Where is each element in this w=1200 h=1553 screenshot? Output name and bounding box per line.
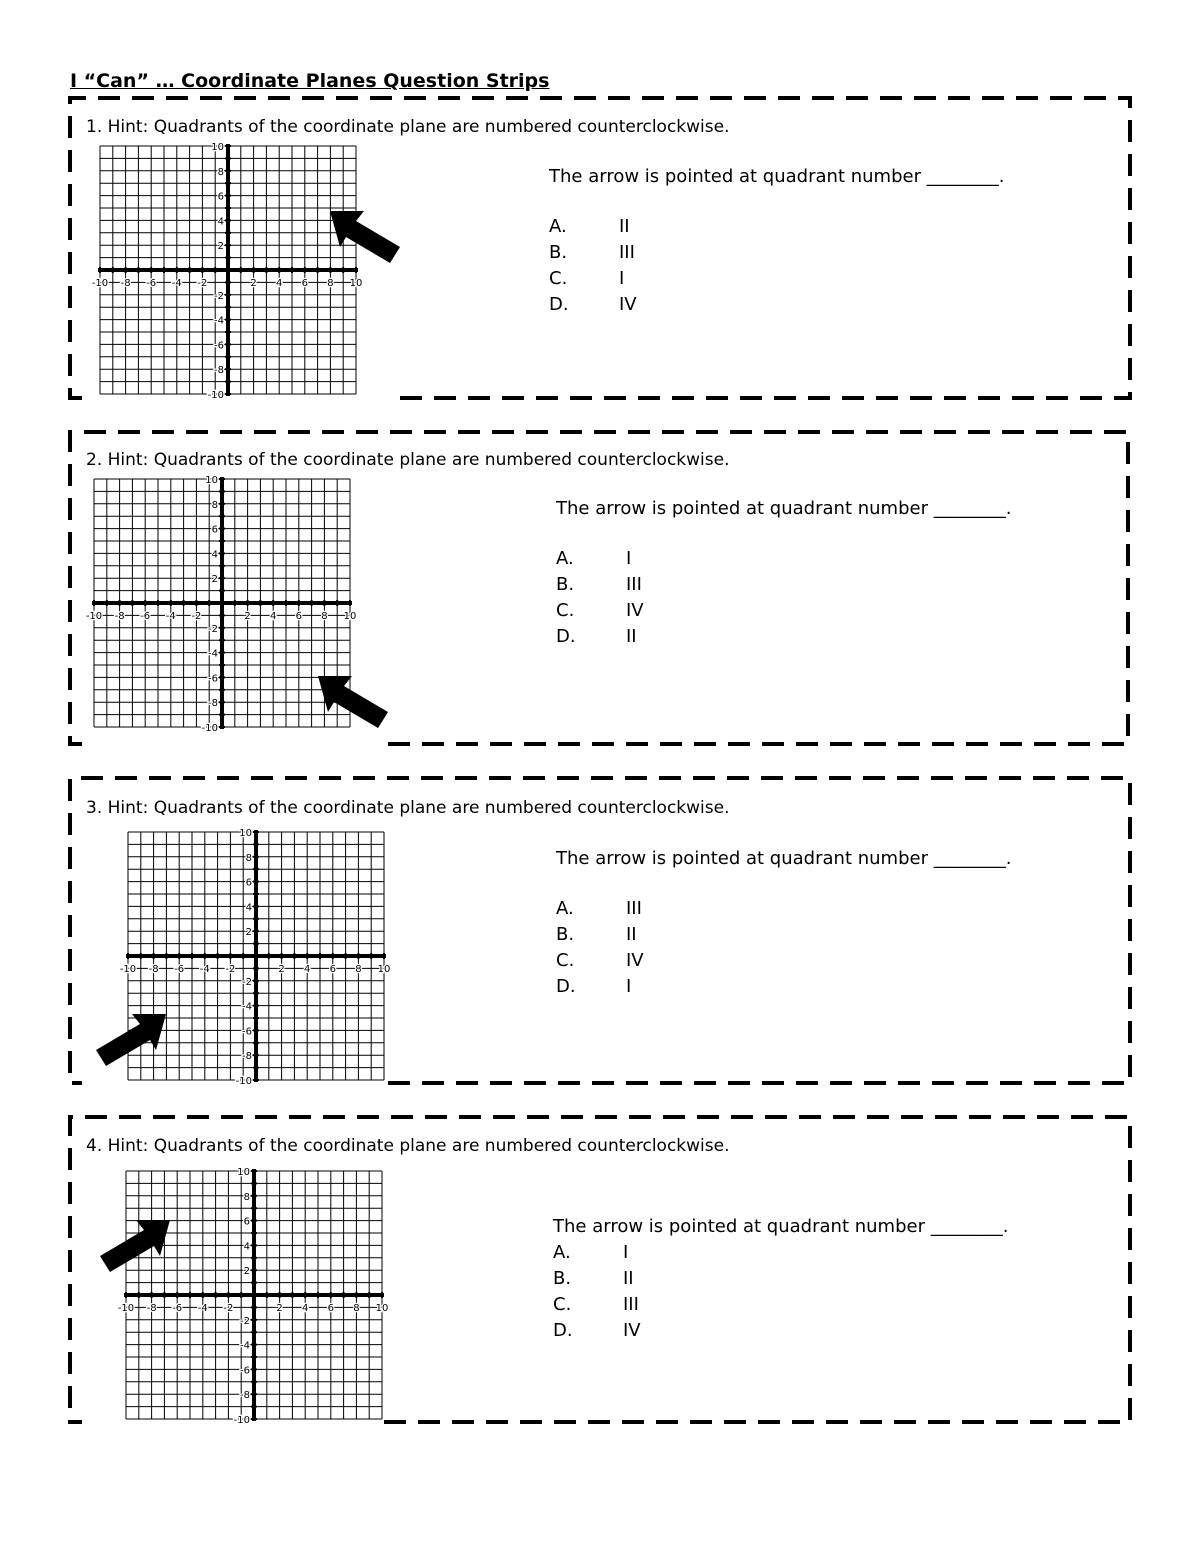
x-tick-label: -8 [146, 1303, 157, 1314]
choice-letter: D. [549, 294, 569, 315]
x-tick-label: -4 [165, 611, 176, 622]
choice-letter: B. [556, 574, 575, 595]
choice-letter: A. [553, 1242, 571, 1263]
y-tick-label: -8 [214, 365, 224, 377]
y-tick-label: 10 [205, 475, 218, 486]
y-tick-label: 10 [237, 1167, 250, 1178]
x-tick-label: 10 [377, 964, 391, 975]
x-tick-label: 6 [301, 278, 308, 289]
x-tick-label: 2 [278, 964, 285, 975]
choice-value: I [626, 976, 632, 997]
y-tick-label: -6 [208, 673, 218, 685]
question-prompt: The arrow is pointed at quadrant number ________. [556, 498, 1012, 519]
y-tick-label: 4 [211, 549, 218, 561]
x-tick-label: 6 [329, 964, 336, 975]
choice-value: I [626, 548, 632, 569]
y-tick-label: 6 [243, 1216, 250, 1228]
y-tick-label: -10 [201, 723, 218, 734]
choice-letter: B. [553, 1268, 572, 1289]
y-tick-label: -10 [207, 390, 224, 401]
choice-letter: B. [549, 242, 568, 263]
choice-value: II [619, 216, 630, 237]
y-tick-label: 2 [243, 1266, 250, 1278]
x-tick-label: 10 [343, 611, 357, 622]
x-tick-label: 6 [327, 1303, 334, 1314]
y-tick-label: -2 [208, 623, 218, 635]
y-tick-label: -6 [240, 1365, 250, 1377]
y-tick-label: 8 [243, 1191, 250, 1203]
answer-choice-d[interactable] [553, 1320, 641, 1346]
y-tick-label: 2 [211, 574, 218, 586]
choice-letter: D. [556, 976, 576, 997]
y-tick-label: -8 [242, 1051, 252, 1063]
choice-value: IV [626, 600, 644, 621]
choice-letter: A. [549, 216, 567, 237]
x-tick-label: -8 [120, 278, 131, 289]
answer-choices [553, 1242, 641, 1346]
x-tick-label: -4 [199, 964, 210, 975]
question-prompt: The arrow is pointed at quadrant number ________. [556, 848, 1012, 869]
choice-letter: A. [556, 548, 574, 569]
x-tick-label: -2 [191, 611, 202, 622]
y-tick-label: 4 [245, 902, 252, 914]
y-tick-label: 8 [211, 499, 218, 511]
y-tick-label: -6 [214, 340, 224, 352]
y-tick-label: 8 [245, 852, 252, 864]
y-tick-label: 2 [245, 927, 252, 939]
choice-value: II [626, 924, 637, 945]
choice-value: IV [619, 294, 637, 315]
y-tick-label: -10 [233, 1415, 250, 1426]
y-tick-label: -10 [235, 1076, 252, 1087]
x-tick-label: -4 [171, 278, 182, 289]
x-tick-label: -8 [148, 964, 159, 975]
x-tick-label: -10 [91, 278, 109, 289]
x-tick-label: 8 [327, 278, 334, 289]
y-tick-label: -4 [242, 1001, 252, 1013]
choice-letter: C. [553, 1294, 572, 1315]
x-tick-label: -2 [223, 1303, 234, 1314]
x-tick-label: 4 [276, 278, 283, 289]
y-tick-label: 4 [243, 1241, 250, 1253]
choice-value: IV [623, 1320, 641, 1341]
y-tick-label: -4 [214, 315, 224, 327]
x-tick-label: -6 [174, 964, 185, 975]
y-tick-label: 6 [245, 877, 252, 889]
x-tick-label: 8 [355, 964, 362, 975]
choice-value: I [619, 268, 625, 289]
x-tick-label: 2 [244, 611, 251, 622]
choice-letter: D. [556, 626, 576, 647]
grid-plane [114, 1165, 390, 1427]
x-tick-label: 4 [304, 964, 311, 975]
x-tick-label: -8 [114, 611, 125, 622]
x-tick-label: -2 [197, 278, 208, 289]
x-tick-label: 2 [250, 278, 257, 289]
answer-choice-a[interactable] [553, 1242, 641, 1268]
y-tick-label: 10 [239, 828, 252, 839]
choice-value: II [623, 1268, 634, 1289]
question-prompt: The arrow is pointed at quadrant number ________. [553, 1216, 1009, 1237]
y-tick-label: 4 [217, 216, 224, 228]
arrow-pointing-up-right-icon [96, 1212, 178, 1276]
x-tick-label: -2 [225, 964, 236, 975]
y-tick-label: -2 [242, 976, 252, 988]
y-tick-label: -4 [208, 648, 218, 660]
y-tick-label: 6 [211, 524, 218, 536]
x-tick-label: -6 [172, 1303, 183, 1314]
x-tick-label: 8 [321, 611, 328, 622]
x-tick-label: -10 [117, 1303, 135, 1314]
question-prompt: The arrow is pointed at quadrant number ________. [549, 166, 1005, 187]
y-tick-label: -6 [242, 1026, 252, 1038]
x-tick-label: -4 [197, 1303, 208, 1314]
y-tick-label: -2 [214, 290, 224, 302]
y-tick-label: -4 [240, 1340, 250, 1352]
question-hint: 3. Hint: Quadrants of the coordinate plane are numbered counterclockwise. [86, 798, 730, 818]
question-hint: 2. Hint: Quadrants of the coordinate plane are numbered counterclockwise. [86, 450, 730, 470]
x-tick-label: -10 [85, 611, 103, 622]
x-tick-label: 10 [375, 1303, 389, 1314]
y-tick-label: 2 [217, 241, 224, 253]
question-hint: 1. Hint: Quadrants of the coordinate plane are numbered counterclockwise. [86, 117, 730, 137]
page-title: I “Can” … Coordinate Planes Question Strips [70, 70, 550, 92]
choice-value: IV [626, 950, 644, 971]
x-tick-label: -6 [146, 278, 157, 289]
coordinate-grid [114, 1165, 390, 1431]
choice-letter: B. [556, 924, 575, 945]
choice-letter: D. [553, 1320, 573, 1341]
y-tick-label: 6 [217, 191, 224, 203]
x-tick-label: -10 [119, 964, 137, 975]
choice-letter: C. [549, 268, 568, 289]
x-tick-label: 4 [302, 1303, 309, 1314]
choice-value: III [626, 574, 642, 595]
x-tick-label: 4 [270, 611, 277, 622]
x-tick-label: 10 [349, 278, 363, 289]
choice-letter: A. [556, 898, 574, 919]
question-hint: 4. Hint: Quadrants of the coordinate plane are numbered counterclockwise. [86, 1136, 730, 1156]
choice-value: III [626, 898, 642, 919]
y-tick-label: -8 [208, 698, 218, 710]
answer-choice-b[interactable] [553, 1268, 641, 1294]
y-tick-label: -8 [240, 1390, 250, 1402]
y-tick-label: 10 [211, 142, 224, 153]
x-tick-label: 2 [276, 1303, 283, 1314]
choice-value: II [626, 626, 637, 647]
x-tick-label: 8 [353, 1303, 360, 1314]
y-tick-label: 8 [217, 166, 224, 178]
choice-value: III [623, 1294, 639, 1315]
choice-letter: C. [556, 950, 575, 971]
choice-letter: C. [556, 600, 575, 621]
y-tick-label: -2 [240, 1315, 250, 1327]
choice-value: III [619, 242, 635, 263]
x-tick-label: 6 [295, 611, 302, 622]
answer-choice-c[interactable] [553, 1294, 641, 1320]
choice-value: I [623, 1242, 629, 1263]
x-tick-label: -6 [140, 611, 151, 622]
